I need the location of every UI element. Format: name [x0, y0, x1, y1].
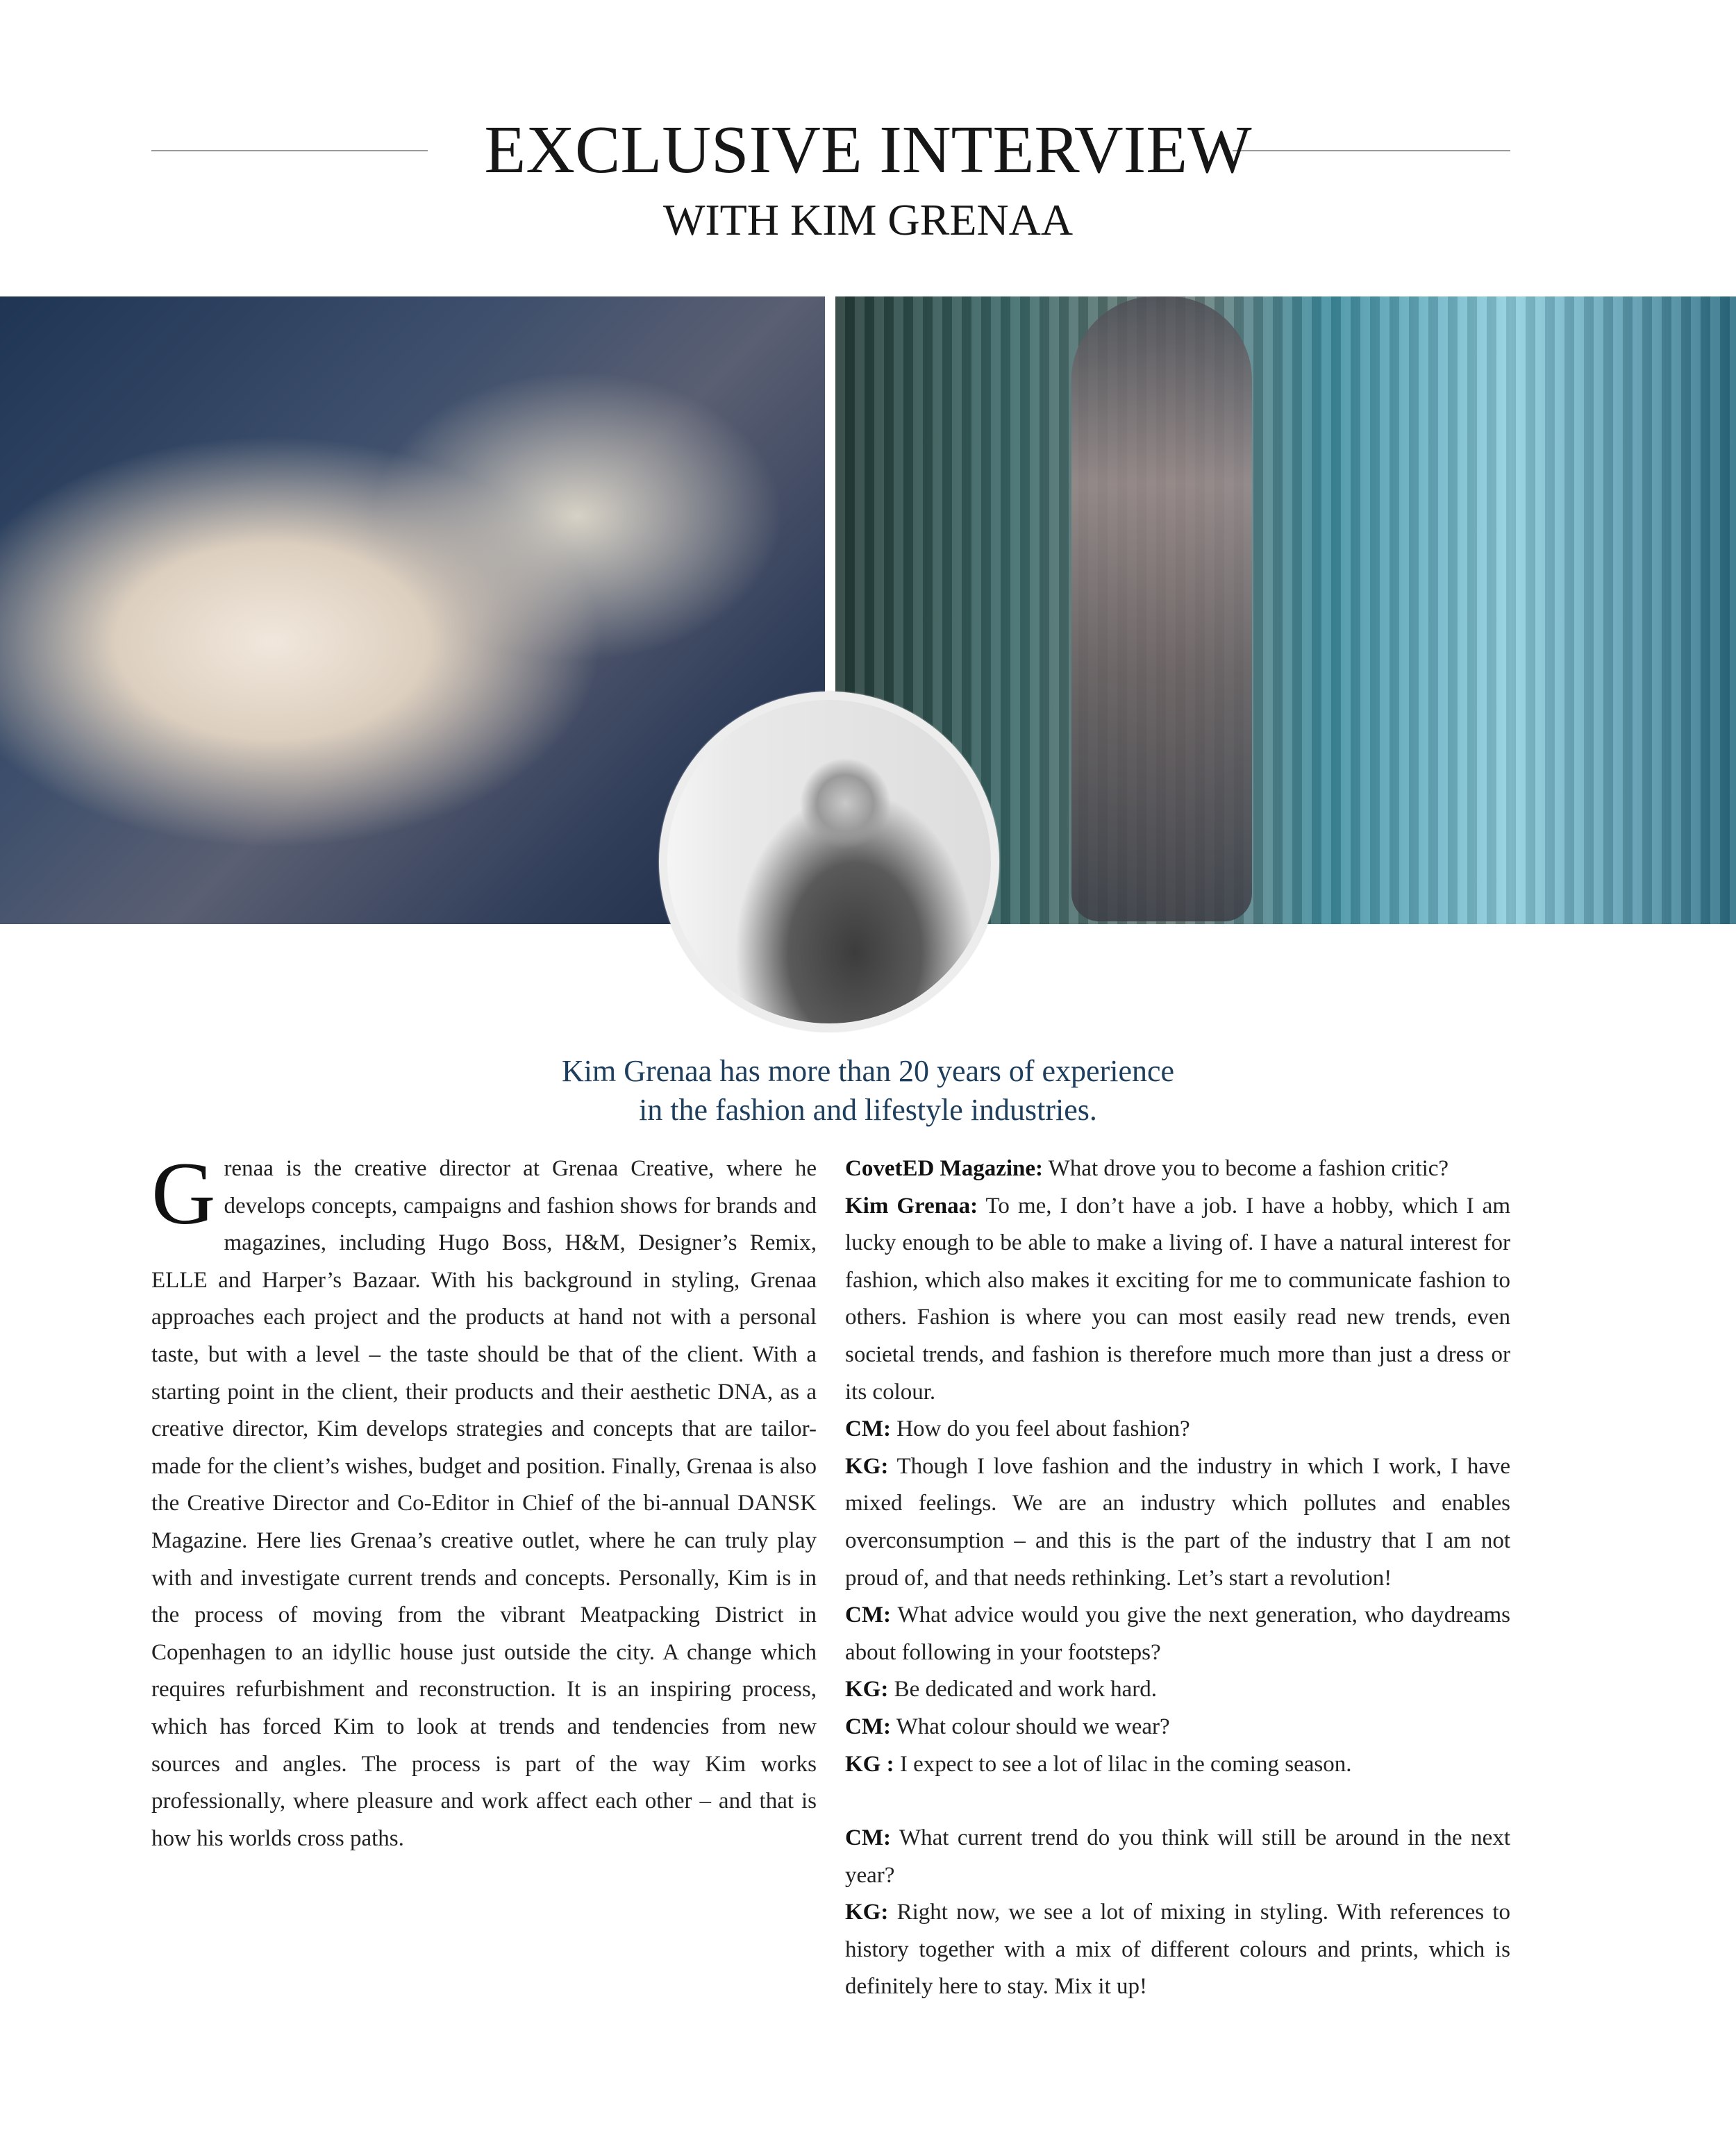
- qa-text: How do you feel about fashion?: [890, 1416, 1190, 1442]
- article-title: EXCLUSIVE INTERVIEW: [484, 112, 1252, 187]
- qa-item: [845, 1820, 1510, 1894]
- qa-text: What colour should we wear?: [890, 1714, 1170, 1739]
- qa-text: Be dedicated and work hard.: [888, 1677, 1158, 1702]
- qa-speaker: KG :: [845, 1751, 894, 1777]
- qa-item: [845, 1188, 1510, 1412]
- bio-text: renaa is the creative director at Grenaa Creative, where he develops concepts, campaigns and fashion shows for brands and magazines, including Hugo Boss, H&M, Designer’s Remix, ELLE and Harper’s Bazaar. With his background in styling, Grenaa approaches each project and the products at hand not with a personal taste, but with a level – the taste should be that of the client. With a starting point in the client, their products and their aesthetic DNA, as a creative director, Kim develops strategies and concepts that are tailor-made for the client’s wishes, budget and position. Finally, Grenaa is also the Creative Director and Co-Editor in Chief of the bi-annual DANSK Magazine. Here lies Grenaa’s creative outlet, where he can truly play with and investigate current trends and concepts. Personally, Kim is in the process of moving from the vibrant Meatpacking District in Copenhagen to an idyllic house just outside the city. A change which requires refurbishment and reconstruction. It is an inspiring process, which has forced Kim to look at trends and tendencies from new sources and angles. The process is part of the way Kim works professionally, where pleasure and work affect each other – and that is how his worlds cross paths.: [151, 1156, 817, 1851]
- qa-speaker: Kim Grenaa:: [845, 1193, 978, 1219]
- qa-item: [845, 1671, 1510, 1709]
- qa-speaker: KG:: [845, 1677, 889, 1702]
- qa-speaker: CM:: [845, 1602, 891, 1628]
- qa-text: I expect to see a lot of lilac in the coming season.: [894, 1751, 1352, 1777]
- lead-line-2: in the fashion and lifestyle industries.: [639, 1093, 1097, 1127]
- paragraph-gap: [845, 1783, 1510, 1820]
- qa-speaker: CM:: [845, 1825, 891, 1851]
- qa-item: [845, 1894, 1510, 2006]
- model-figure: [1071, 296, 1252, 921]
- lead-line-1: Kim Grenaa has more than 20 years of experience: [561, 1054, 1175, 1088]
- portrait-kim-grenaa: [659, 692, 999, 1032]
- portrait-image: [667, 700, 991, 1023]
- article-header: [0, 111, 1736, 250]
- qa-text: Though I love fashion and the industry in which I work, I have mixed feelings. We are an industry which pollutes and enables overconsumption – and this is the part of the industry that I am not proud of, and that needs rethinking. Let’s start a revolution!: [845, 1453, 1510, 1591]
- qa-text: What current trend do you think will still be around in the next year?: [845, 1825, 1510, 1888]
- qa-speaker: CM:: [845, 1714, 891, 1739]
- qa-item: [845, 1448, 1510, 1597]
- bio-column: [151, 1144, 817, 1857]
- qa-item: [845, 1746, 1510, 1784]
- qa-text: To me, I don’t have a job. I have a hobby, which I am lucky enough to be able to make a living of. I have a natural interest for fashion, which also makes it exciting for me to communicate fashion to others. Fashion is where you can most easily read new trends, even societal trends, and fashion is therefore much more than just a dress or its colour.: [845, 1193, 1510, 1405]
- qa-speaker: KG:: [845, 1900, 889, 1925]
- qa-item: [845, 1709, 1510, 1746]
- drop-cap: G: [151, 1144, 216, 1243]
- qa-speaker: CovetED Magazine:: [845, 1156, 1044, 1181]
- interview-column: [845, 1150, 1510, 2006]
- qa-item: [845, 1411, 1510, 1448]
- qa-text: What advice would you give the next generation, who daydreams about following in your footsteps?: [845, 1602, 1510, 1665]
- qa-text: Right now, we see a lot of mixing in styling. With references to history together with a mix of different colours and prints, which is definitely here to stay. Mix it up!: [845, 1900, 1510, 2000]
- qa-item: [845, 1597, 1510, 1671]
- qa-item: [845, 1150, 1510, 1188]
- lead-text: [0, 1052, 1736, 1130]
- qa-text: What drove you to become a fashion critic?: [1043, 1156, 1449, 1181]
- qa-speaker: KG:: [845, 1453, 889, 1479]
- article-subtitle: WITH KIM GRENAA: [662, 195, 1074, 244]
- qa-speaker: CM:: [845, 1416, 891, 1442]
